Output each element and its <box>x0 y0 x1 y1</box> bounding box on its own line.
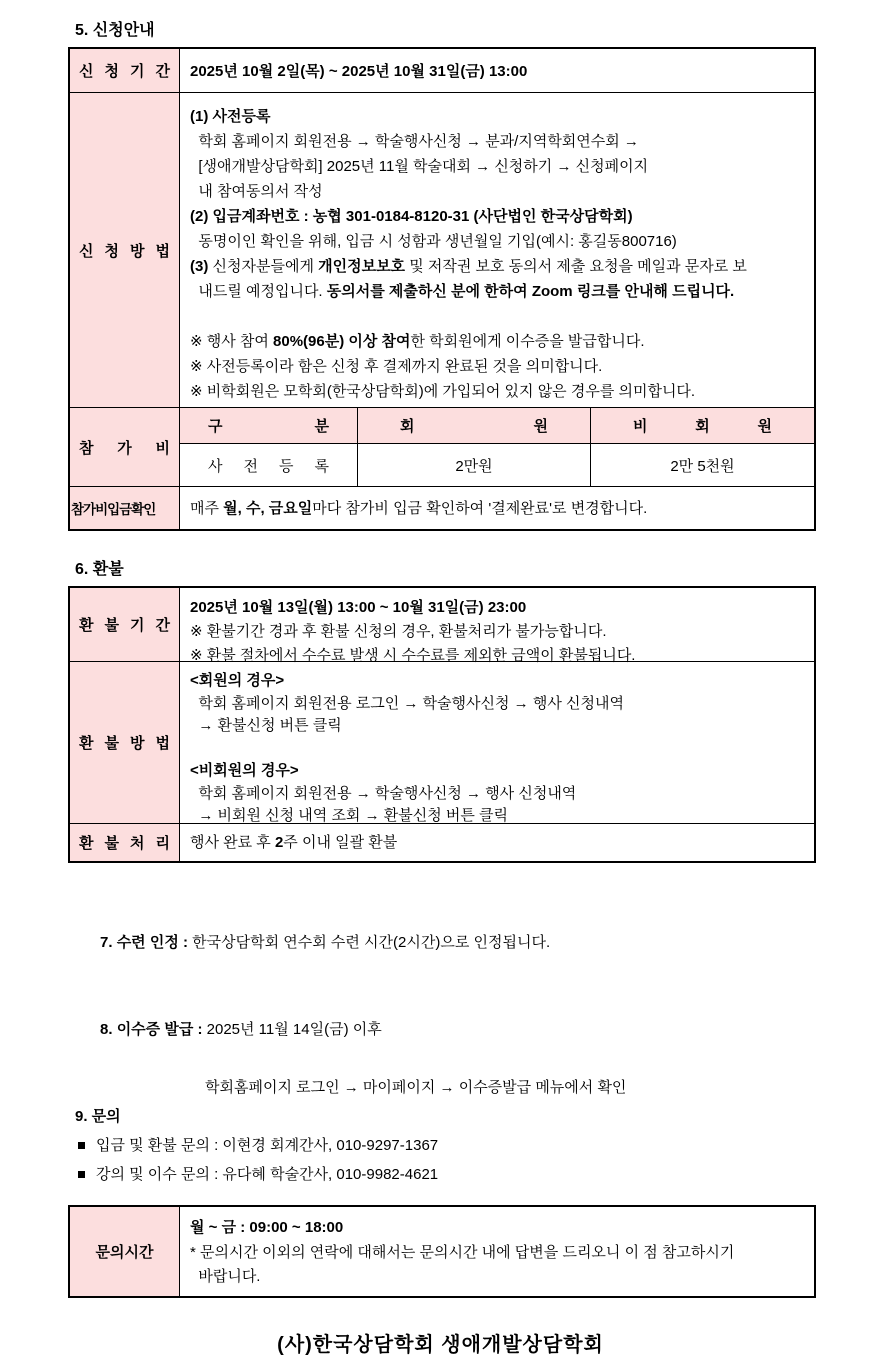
refund-period-label: 환 불 기 간 <box>79 617 170 634</box>
section6-heading: 6. 환불 <box>75 561 124 578</box>
section7-text: 한국상담학회 연수회 수련 시간(2시간)으로 인정됩니다. <box>192 934 551 951</box>
text-line: 2025년 10월 13일(월) 13:00 ~ 10월 31일(금) 23:00 <box>190 599 527 616</box>
table-row-refund-period <box>70 588 814 664</box>
text-line: 동명이인 확인을 위해, 입금 시 성함과 생년월일 기입(예시: 홍길동800716) <box>190 233 677 250</box>
section5-heading: 5. 신청안내 <box>75 22 155 39</box>
section7-line <box>75 899 881 986</box>
inquiry-item-deposit-refund <box>78 1131 881 1160</box>
square-bullet-icon <box>78 1142 85 1149</box>
text-line: ※ 비학회원은 모학회(한국상담학회)에 가입되어 있지 않은 경우를 의미합니다. <box>190 383 696 400</box>
fee-cell-member-price: 2만원 <box>357 444 590 486</box>
text-line: (2) 입금계좌번호 : 농협 301-0184-8120-31 (사단법인 한국상담학회) <box>190 208 633 225</box>
text-line: 내드릴 예정입니다. 동의서를 제출하신 분에 한하여 Zoom 링크를 안내해 드립니다. <box>190 283 735 300</box>
section8-text: 2025년 11월 14일(금) 이후 <box>206 1021 382 1038</box>
table-row-contact-hours <box>70 1207 814 1296</box>
text-line: 행사 완료 후 2주 이내 일괄 환불 <box>190 834 398 851</box>
application-period-label: 신 청 기 간 <box>79 63 170 80</box>
refund-method-label-cell <box>70 662 180 823</box>
text-line: ※ 사전등록이라 함은 신청 후 결제까지 완료된 것을 의미합니다. <box>190 358 603 375</box>
refund-processing-label-cell <box>70 824 180 861</box>
table-row-fee <box>70 407 814 486</box>
contact-hours-label-cell <box>70 1207 180 1296</box>
text-line: 월 ~ 금 : 09:00 ~ 18:00 <box>190 1219 344 1236</box>
text-line: * 문의시간 이외의 연락에 대해서는 문의시간 내에 답변을 드리오니 이 점 참고하시기 <box>190 1243 735 1261</box>
fee-header-category: 구 분 <box>180 408 357 444</box>
text-line: 매주 월, 수, 금요일마다 참가비 입금 확인하여 '결제완료'로 변경합니다. <box>190 499 648 517</box>
fee-cell-nonmember-price: 2만 5천원 <box>590 444 814 486</box>
fee-header-nonmember: 비 회 원 <box>590 408 814 444</box>
inquiry-item-text: 입금 및 환불 문의 : 이현경 회계간사, 010-9297-1367 <box>96 1137 439 1154</box>
organization-footer-title: (사)한국상담학회 생애개발상담학회 <box>277 1334 604 1356</box>
fee-header-member: 회 원 <box>357 408 590 444</box>
table-row-application-period <box>70 49 814 92</box>
text-line: 학회 홈페이지 회원전용 로그인 → 학술행사신청 → 행사 신청내역 <box>190 694 624 712</box>
text-line: ※ 환불기간 경과 후 환불 신청의 경우, 환불처리가 불가능합니다. <box>190 623 607 640</box>
text-line: 내 참여동의서 작성 <box>190 183 323 200</box>
application-period-label-cell <box>70 49 180 92</box>
application-period-value-cell <box>180 49 814 92</box>
section8-line2: 학회홈페이지 로그인 → 마이페이지 → 이수증발급 메뉴에서 확인 <box>205 1079 627 1096</box>
text-line <box>190 304 804 329</box>
text-line: ※ 환불 절차에서 수수료 발생 시 수수료를 제외한 금액이 환불됩니다. <box>190 647 636 664</box>
refund-method-content <box>180 662 814 823</box>
text-line <box>190 738 804 761</box>
refund-table <box>68 586 816 863</box>
table-row-refund-processing <box>70 823 814 861</box>
text-line: ※ 행사 참여 80%(96분) 이상 참여한 학회원에게 이수증을 발급합니다. <box>190 333 645 350</box>
refund-period-content <box>180 588 814 664</box>
application-method-label-cell <box>70 93 180 407</box>
application-method-content <box>180 93 814 407</box>
inquiry-item-text: 강의 및 이수 문의 : 유다혜 학술간사, 010-9982-4621 <box>96 1166 439 1183</box>
text-line: <비회원의 경우> <box>190 762 299 779</box>
refund-period-label-cell <box>70 588 180 661</box>
section8-line <box>75 986 881 1073</box>
section8-heading: 8. 이수증 발급 : <box>100 1021 207 1038</box>
refund-method-label: 환 불 방 법 <box>79 735 170 752</box>
section7-heading: 7. 수련 인정 : <box>100 934 193 951</box>
text-line: 바랍니다. <box>190 1268 261 1285</box>
application-period-value: 2025년 10월 2일(목) ~ 2025년 10월 31일(금) 13:00 <box>190 63 528 80</box>
table-row-refund-method <box>70 661 814 823</box>
contact-hours-table <box>68 1205 816 1298</box>
text-line: (3) 신청자분들에게 개인정보보호 및 저작권 보호 동의서 제출 요청을 메일과 문자로 보 <box>190 258 747 275</box>
application-method-label: 신 청 방 법 <box>79 242 170 260</box>
text-line: → 환불신청 버튼 클릭 <box>190 717 342 734</box>
fee-subtable <box>180 408 814 486</box>
fee-label: 참 가 비 <box>79 439 170 457</box>
text-line: <회원의 경우> <box>190 672 285 689</box>
deposit-check-label-cell <box>70 487 180 529</box>
refund-processing-label: 환 불 처 리 <box>79 835 170 852</box>
square-bullet-icon <box>78 1171 85 1178</box>
contact-hours-label: 문의시간 <box>95 1244 154 1261</box>
table-row-application-method <box>70 92 814 407</box>
application-info-table <box>68 47 816 531</box>
text-line: 학회 홈페이지 회원전용 → 학술행사신청 → 분과/지역학회연수회 → <box>190 133 639 150</box>
text-line: 학회 홈페이지 회원전용 → 학술행사신청 → 행사 신청내역 <box>190 784 577 802</box>
inquiry-item-lecture-completion <box>78 1160 881 1189</box>
notes-block <box>75 899 881 1189</box>
contact-hours-content <box>180 1207 814 1296</box>
text-line: [생애개발상담학회] 2025년 11월 학술대회 → 신청하기 → 신청페이지 <box>190 158 649 175</box>
deposit-check-content <box>180 487 814 529</box>
table-row-deposit-check <box>70 486 814 529</box>
text-line: (1) 사전등록 <box>190 108 271 125</box>
refund-processing-content <box>180 824 814 861</box>
fee-cell-preregistration: 사 전 등 록 <box>208 457 329 475</box>
section9-heading: 9. 문의 <box>75 1108 121 1125</box>
fee-label-cell <box>70 408 180 486</box>
text-line: → 비회원 신청 내역 조회 → 환불신청 버튼 클릭 <box>190 807 509 824</box>
deposit-check-label: 참가비입금확인 <box>71 502 156 517</box>
